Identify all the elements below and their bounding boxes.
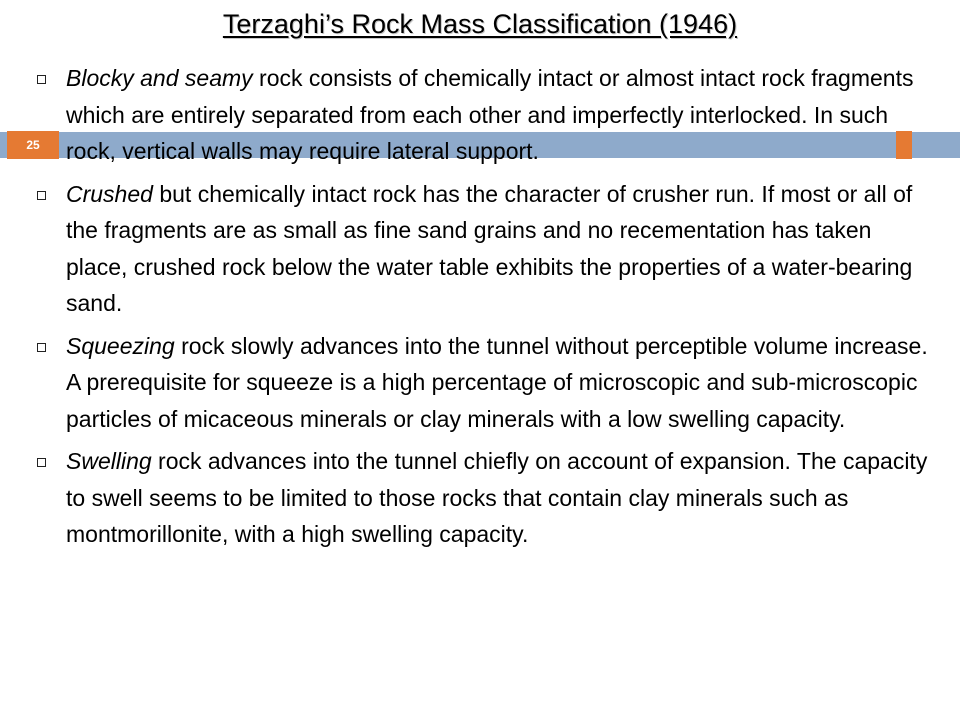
bullet-text: but chemically intact rock has the character of crusher run. If most or all of the fragments are as small as fine sand grains and no recementation has taken place, crushed rock below the water table exhibits the properties of a water-bearing sand. <box>66 180 913 316</box>
square-bullet-icon <box>37 191 46 200</box>
bullet-text: rock consists of chemically intact or almost intact rock fragments which are entirely separated from each other and imperfectly interlocked. In such rock, vertical walls may require lateral support. <box>66 65 914 164</box>
bullet-term: Swelling <box>66 448 152 474</box>
square-bullet-icon <box>37 343 46 352</box>
slide-number: 25 <box>26 138 40 152</box>
bullet-term: Crushed <box>66 180 153 207</box>
bullet-text: rock advances into the tunnel chiefly on account of expansion. The capacity to swell seems to be limited to those rocks that contain clay minerals such as montmorillonite, with a high swelling capacity. <box>66 448 928 547</box>
square-bullet-icon <box>37 75 46 84</box>
square-bullet-icon <box>37 458 46 467</box>
slide-title: Terzaghi’s Rock Mass Classification (1946) <box>222 9 738 39</box>
bullet-list <box>36 60 936 559</box>
bullet-squeezing <box>36 328 936 438</box>
bullet-term: Squeezing <box>66 332 175 359</box>
bullet-term: Blocky and seamy <box>66 65 253 91</box>
bullet-blocky-seamy <box>36 60 936 170</box>
bullet-text: rock slowly advances into the tunnel without perceptible volume increase. A prerequisite for squeeze is a high percentage of microscopic and sub-microscopic particles of micaceous minerals or clay minerals with a low swelling capacity. <box>66 332 928 432</box>
bullet-swelling <box>36 443 936 553</box>
bullet-crushed <box>36 176 936 322</box>
